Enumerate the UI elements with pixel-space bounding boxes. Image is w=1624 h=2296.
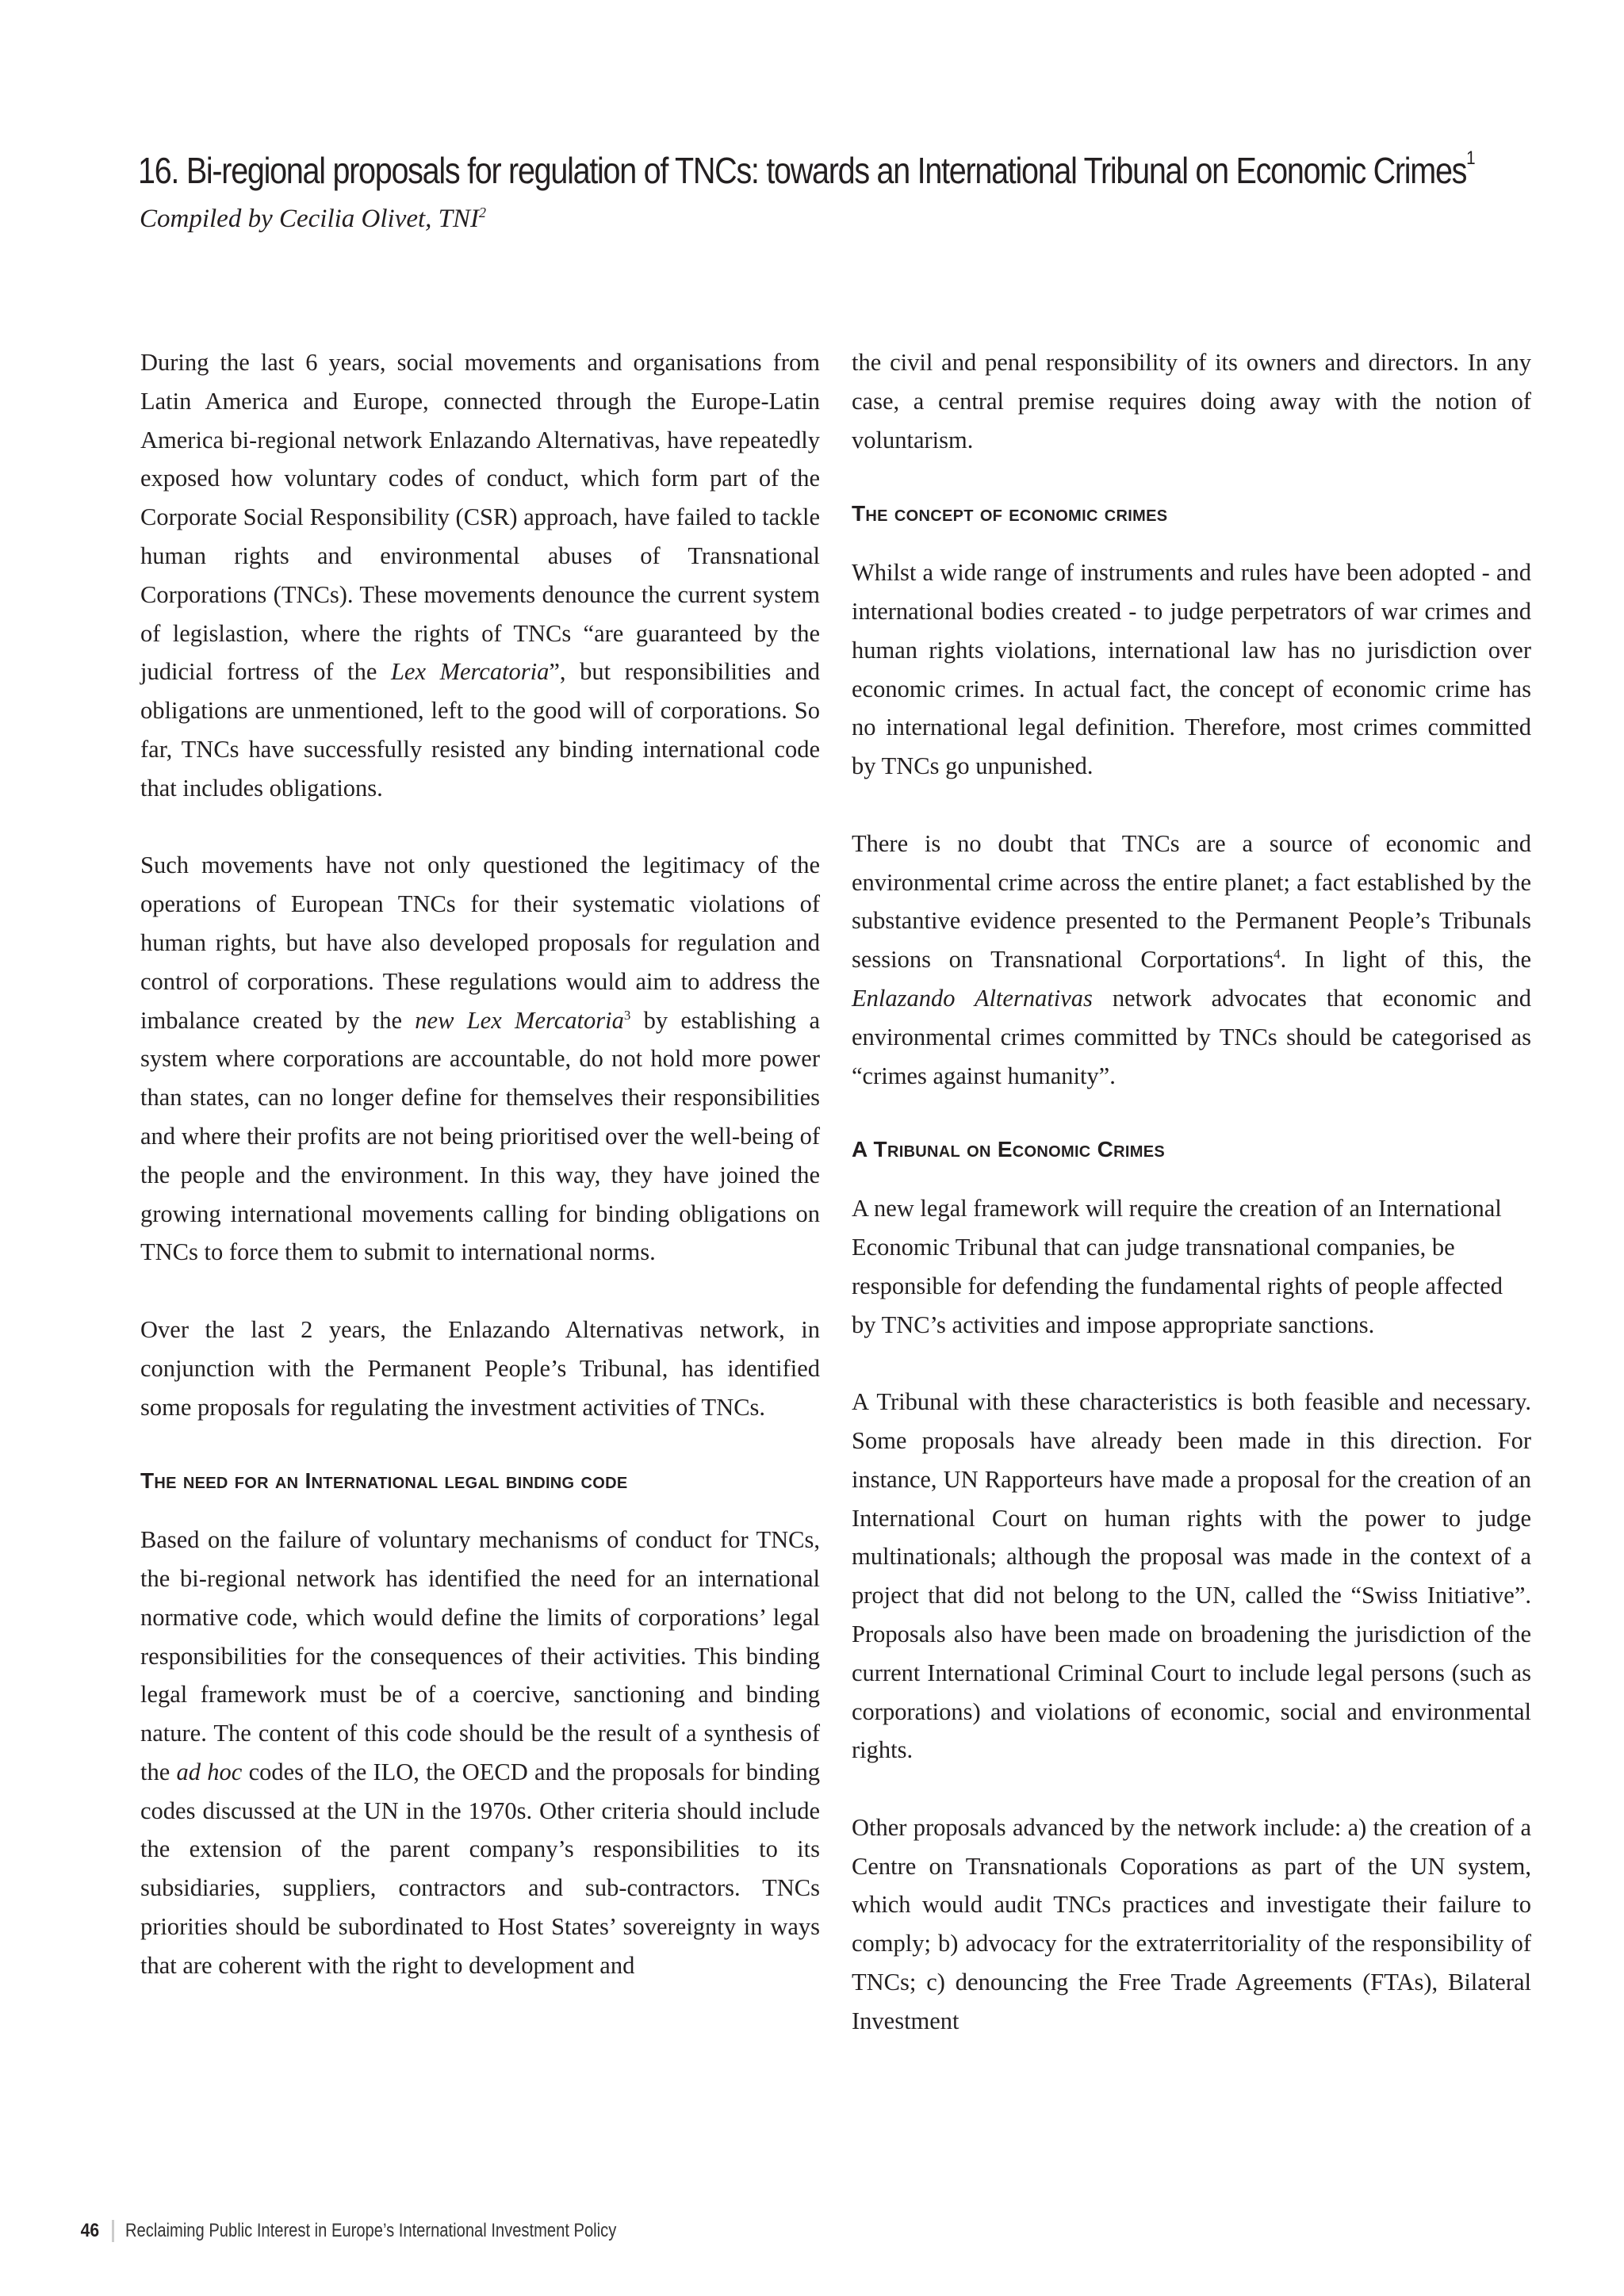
footnote-marker: 2 xyxy=(479,205,487,220)
text-run: Other proposals advanced by the network include: a) the creation of a Centre on Transnationals Coporations as part of the UN system, which would audit TNCs practices and investigate their failure to comply; b) advocacy for the extraterritoriality of the responsibility of TNCs; c) denouncing the Free Trade Agreements (FTAs), Bilateral Investment xyxy=(852,1813,1531,2034)
italic-text: new Lex Mercatoria xyxy=(415,1006,624,1034)
text-run: the civil and penal responsibility of its owners and directors. In any case, a central premise requires doing away with the notion of voluntarism. xyxy=(852,349,1531,453)
paragraph xyxy=(852,1189,1531,1344)
footnote-marker: 4 xyxy=(1274,947,1281,962)
paragraph xyxy=(852,1808,1531,2041)
text-run: During the last 6 years, social movements and organisations from Latin America and Europe, connected through the Europe-Latin America bi-regional network Enlazando Alternativas, have repeatedly exposed how voluntary codes of conduct, which form part of the Corporate Social Responsibility (CSR) approach, have failed to tackle human rights and environmental abuses of Transnational Corporations (TNCs). These movements denounce the current system of legislastion, where the rights of TNCs “are guaranteed by the judicial fortress of the xyxy=(140,349,820,686)
text-run: network advocates that economic and environmental crimes committed by TNCs should be categorised as “crimes against humanity”. xyxy=(852,984,1531,1089)
paragraph xyxy=(140,343,820,808)
text-run: by establishing a system where corporations are accountable, do not hold more power than states, can no longer define for themselves their responsibilities and where their profits are not being prioritised over the well-being of the people and the environment. In this way, they have joined the growing international movements calling for binding obligations on TNCs to force them to submit to international norms. xyxy=(140,1006,820,1266)
text-run: Based on the failure of voluntary mechanisms of conduct for TNCs, the bi-regional network has identified the need for an international normative code, which would define the limits of corporations’ legal responsibilities for the consequences of their activities. This binding legal framework must be of a coercive, sanctioning and binding nature. The content of this code should be the result of a synthesis of the xyxy=(140,1526,820,1785)
footnote-marker: 3 xyxy=(623,1007,631,1023)
text-run: A new legal framework will require the creation of an International Economic Tribunal that can judge transnational companies, be responsible for defending the fundamental rights of people affected by TNC’s activities and impose appropriate sanctions. xyxy=(852,1195,1503,1338)
italic-text: Enlazando Alternativas xyxy=(852,984,1093,1012)
section-heading: The concept of economic crimes xyxy=(852,501,1168,526)
title-text: 16. Bi-regional proposals for regulation of TNCs: towards an International Tribunal on Economic Crimes xyxy=(138,150,1467,191)
byline-text: Compiled by Cecilia Olivet, TNI xyxy=(140,205,480,233)
paragraph xyxy=(852,343,1531,459)
page-footer xyxy=(79,2220,710,2242)
text-run: . In light of this, the xyxy=(1280,946,1531,974)
paragraph xyxy=(852,553,1531,786)
byline xyxy=(140,205,486,234)
paragraph xyxy=(852,1383,1531,1770)
text-run: Such movements have not only questioned the legitimacy of the operations of European TNCs for their systematic violations of human rights, but have also developed proposals for regulation and control of corporations. These regulations would aim to address the imbalance created by the xyxy=(140,851,820,1034)
paragraph xyxy=(852,825,1531,1096)
text-run: Whilst a wide range of instruments and rules have been adopted - and international bodies created - to judge perpetrators of war crimes and human rights violations, international law has no jurisdiction over economic crimes. In actual fact, the concept of economic crime has no international legal definition. Therefore, most crimes committed by TNCs go unpunished. xyxy=(852,559,1531,780)
text-run: Over the last 2 years, the Enlazando Alternativas network, in conjunction with the Permanent People’s Tribunal, has identified some proposals for regulating the investment activities of TNCs. xyxy=(140,1315,820,1421)
italic-text: ad hoc xyxy=(176,1758,243,1785)
section-heading: A Tribunal on Economic Crimes xyxy=(852,1137,1165,1162)
footnote-marker: 1 xyxy=(1466,147,1475,169)
italic-text: Lex Mercatoria xyxy=(390,658,550,686)
paragraph xyxy=(140,1521,820,1985)
footer-divider xyxy=(112,2220,114,2242)
text-run: There is no doubt that TNCs are a source of economic and environmental crime across the entire planet; a fact established by the substantive evidence presented to the Permanent People’s Tribunals sessions on Transnational Corportations xyxy=(852,829,1531,974)
right-column xyxy=(852,343,1531,2079)
section-heading: The need for an International legal binding code xyxy=(140,1468,628,1494)
text-run: ”, but responsibilities and obligations are unmentioned, left to the good will of corporations. So far, TNCs have successfully resisted any binding international code that includes obligations. xyxy=(140,658,821,802)
publication-title: Reclaiming Public Interest in Europe’s International Investment Policy xyxy=(124,2220,617,2241)
text-run: A Tribunal with these characteristics is both feasible and necessary. Some proposals have already been made in this direction. For instance, UN Rapporteurs have made a proposal for the creation of an International Court on human rights with the power to judge multinationals; although the proposal was made in the context of a project that did not belong to the UN, called the “Swiss Initiative”. Proposals also have been made on broadening the jurisdiction of the current International Criminal Court to include legal persons (such as corporations) and violations of economic, social and environmental rights. xyxy=(852,1388,1531,1764)
text-run: codes of the ILO, the OECD and the proposals for binding codes discussed at the UN in the 1970s. Other criteria should include the extension of the parent company’s responsibilities to its subsidiaries, suppliers, contractors and sub-contractors. TNCs priorities should be subordinated to Host States’ sovereignty in ways that are coherent with the right to development and xyxy=(140,1758,821,1979)
paragraph xyxy=(140,846,820,1272)
left-column xyxy=(140,343,820,2023)
paragraph xyxy=(140,1311,820,1426)
page-title xyxy=(138,149,1474,192)
page-number: 46 xyxy=(80,2220,100,2241)
